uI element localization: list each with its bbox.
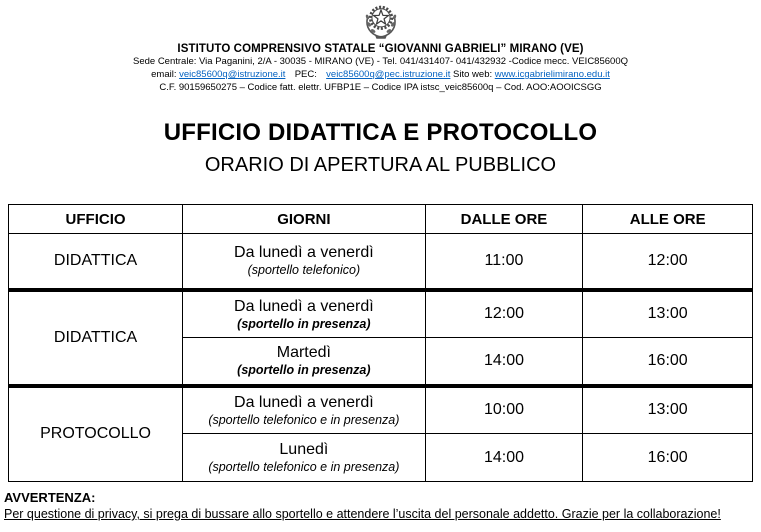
to-cell: 16:00 xyxy=(583,434,753,482)
contact-line xyxy=(0,68,761,81)
pec-link[interactable]: veic85600q@pec.istruzione.it xyxy=(326,69,451,80)
email-label: email: xyxy=(151,69,177,80)
from-cell: 14:00 xyxy=(425,338,583,386)
to-cell: 16:00 xyxy=(583,338,753,386)
pec-label: PEC: xyxy=(294,69,317,80)
col-header-giorni: GIORNI xyxy=(183,205,426,234)
days-note: (sportello telefonico) xyxy=(247,263,361,278)
days-cell xyxy=(183,338,426,386)
days-text: Lunedì xyxy=(279,441,329,458)
warning-label: AVVERTENZA: xyxy=(4,490,96,505)
office-cell: PROTOCOLLO xyxy=(9,386,183,482)
days-cell xyxy=(183,386,426,434)
table-row xyxy=(9,386,753,434)
days-note: (sportello telefonico e in presenza) xyxy=(208,412,400,427)
to-cell: 13:00 xyxy=(583,386,753,434)
address-line: Sede Centrale: Via Paganini, 2/A - 30035 - MIRANO (VE) - Tel. 041/431407- 041/432932 -Codice mecc. VEIC85600Q xyxy=(133,56,628,67)
table-header-row xyxy=(9,205,753,234)
table-row xyxy=(9,234,753,290)
schedule-table xyxy=(8,204,753,482)
footer xyxy=(4,490,757,523)
days-text: Da lunedì a venerdì xyxy=(234,244,374,262)
fiscal-line: C.F. 90159650275 – Codice fatt. elettr. UFBP1E – Codice IPA istsc_veic85600q – Cod. AOO:AOOICSGG xyxy=(159,82,602,93)
to-cell: 12:00 xyxy=(583,234,753,290)
to-cell: 13:00 xyxy=(583,290,753,338)
italy-emblem-icon xyxy=(356,3,406,40)
from-cell: 12:00 xyxy=(425,290,583,338)
days-text: Martedì xyxy=(276,344,331,362)
days-cell xyxy=(183,234,426,290)
days-cell xyxy=(183,290,426,338)
days-text: Da lunedì a venerdì xyxy=(234,393,374,411)
from-cell: 11:00 xyxy=(425,234,583,290)
days-note: (sportello telefonico e in presenza) xyxy=(208,460,400,474)
office-cell: DIDATTICA xyxy=(9,290,183,386)
from-cell: 14:00 xyxy=(425,434,583,482)
page-subtitle: ORARIO DI APERTURA AL PUBBLICO xyxy=(204,154,557,176)
web-label: Sito web: xyxy=(453,69,493,80)
from-cell: 10:00 xyxy=(425,386,583,434)
col-header-alle-ore: ALLE ORE xyxy=(583,205,753,234)
warning-text: Per questione di privacy, si prega di bussare allo sportello e attendere l’uscita del personale addetto. Grazie per la collaborazione! xyxy=(4,507,721,521)
page-title: UFFICIO DIDATTICA E PROTOCOLLO xyxy=(163,119,598,146)
days-note: (sportello in presenza) xyxy=(237,363,371,378)
schedule-table-body xyxy=(9,234,753,482)
table-row xyxy=(9,290,753,338)
website-link[interactable]: www.icgabrielimirano.edu.it xyxy=(494,69,610,80)
office-cell: DIDATTICA xyxy=(9,234,183,290)
col-header-dalle-ore: DALLE ORE xyxy=(425,205,583,234)
col-header-ufficio: UFFICIO xyxy=(9,205,183,234)
email-link[interactable]: veic85600q@istruzione.it xyxy=(179,69,286,80)
days-note: (sportello in presenza) xyxy=(237,316,371,331)
days-cell xyxy=(183,434,426,482)
letterhead xyxy=(0,0,761,94)
days-text: Da lunedì a venerdì xyxy=(234,297,374,315)
institute-name: ISTITUTO COMPRENSIVO STATALE “GIOVANNI GABRIELI” MIRANO (VE) xyxy=(177,43,584,55)
